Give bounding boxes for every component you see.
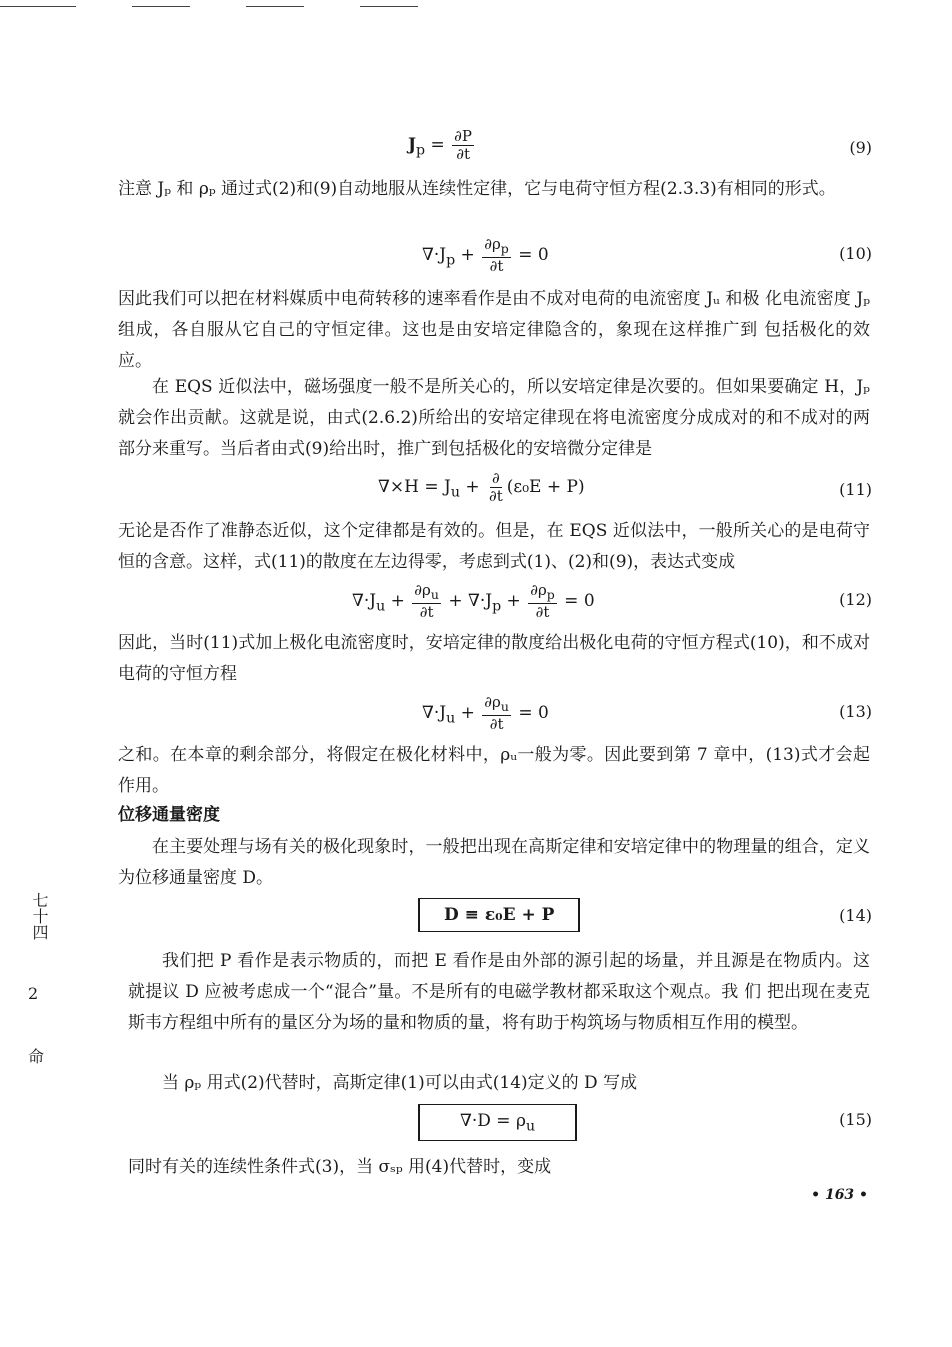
equation-10-number: (10) — [839, 244, 872, 263]
equation-13-number: (13) — [839, 702, 872, 721]
margin-note-1: 七十四 — [30, 892, 49, 940]
top-rule-1 — [0, 6, 76, 7]
page-number: • 163 • — [811, 1187, 868, 1203]
top-rule-4 — [360, 6, 418, 7]
equation-9: $J_p$ = $\frac{\partial P}{\partial t}$ — [408, 127, 473, 163]
equation-9-number: (9) — [849, 138, 872, 157]
top-rule-2 — [132, 6, 190, 7]
equation-11-number: (11) — [839, 480, 872, 499]
equation-15: $\nabla\cdot D = \rho_u$ — [460, 1111, 536, 1135]
equation-15-box — [418, 1104, 577, 1141]
paragraph-5: 因此，当时(11)式加上极化电流密度时，安培定律的散度给出极化电荷的守恒方程式(10)，和不成对电荷的守恒方程 — [118, 633, 870, 684]
equation-12-number: (12) — [839, 590, 872, 609]
equation-10: $\nabla\cdot J_p$ + $\frac{\partial\rho_p}{\partial t}$ = 0 — [422, 235, 549, 275]
equation-11: $\nabla\times H = J_u$ + $\frac{\partial}{\partial t}$ (ε₀E + P) — [378, 469, 585, 505]
equation-14-number: (14) — [839, 906, 872, 925]
paragraph-8: 我们把 P 看作是表示物质的，而把 E 看作是由外部的源引起的场量，并且源是在物质内。这就提议 D 应被考虑成一个“混合”量。不是所有的电磁学教材都采取这个观点。我 们 把出现在麦克斯韦方程组中所有的量区分为场的量和物质的量，将有助于构筑场与物质相互作用的模型。 — [128, 951, 870, 1033]
top-rule-3 — [246, 6, 304, 7]
margin-note-3: 命 — [28, 1047, 45, 1066]
equation-14-box — [418, 898, 580, 932]
paragraph-4: 无论是否作了准静态近似，这个定律都是有效的。但是，在 EQS 近似法中，一般所关心的是电荷守恒的含意。这样，式(11)的散度在左边得零，考虑到式(1)、(2)和(9)，表达式变成 — [118, 521, 870, 572]
section-heading: 位移通量密度 — [118, 805, 220, 825]
paragraph-2: 因此我们可以把在材料媒质中电荷转移的速率看作是由不成对电荷的电流密度 Jᵤ 和极 化电流密度 Jₚ 组成，各自服从它自己的守恒定律。这也是由安培定律隐含的，象现在这样推广到 包括极化的效应。 — [118, 289, 870, 371]
equation-12: $\nabla\cdot J_u$ + $\frac{\partial\rho_u}{\partial t}$ + $\nabla\cdot J_p$ + $\frac{\partial\rho_p}{\partial t}$ = 0 — [352, 581, 595, 621]
margin-note-2: 2 — [28, 984, 39, 1003]
equation-14: D ≡ ε₀E + P — [444, 905, 555, 925]
paragraph-7: 在主要处理与场有关的极化现象时，一般把出现在高斯定律和安培定律中的物理量的组合，定义为位移通量密度 D。 — [118, 837, 870, 888]
paragraph-10: 同时有关的连续性条件式(3)，当 σₛₚ 用(4)代替时，变成 — [128, 1157, 552, 1177]
equation-13: $\nabla\cdot J_u$ + $\frac{\partial\rho_u}{\partial t}$ = 0 — [422, 693, 549, 733]
paragraph-9: 当 ρₚ 用式(2)代替时，高斯定律(1)可以由式(14)定义的 D 写成 — [162, 1073, 638, 1093]
paragraph-1: 注意 Jₚ 和 ρₚ 通过式(2)和(9)自动地服从连续性定律，它与电荷守恒方程(2.3.3)有相同的形式。 — [118, 179, 836, 199]
paragraph-6: 之和。在本章的剩余部分，将假定在极化材料中，ρᵤ一般为零。因此要到第 7 章中，(13)式才会起作用。 — [118, 745, 870, 796]
equation-15-number: (15) — [839, 1110, 872, 1129]
paragraph-3: 在 EQS 近似法中，磁场强度一般不是所关心的，所以安培定律是次要的。但如果要确定 H，Jₚ 就会作出贡献。这就是说，由式(2.6.2)所给出的安培定律现在将电流密度分成成对的和不成对的两部分来重写。当后者由式(9)给出时，推广到包括极化的安培微分定律是 — [118, 377, 870, 459]
